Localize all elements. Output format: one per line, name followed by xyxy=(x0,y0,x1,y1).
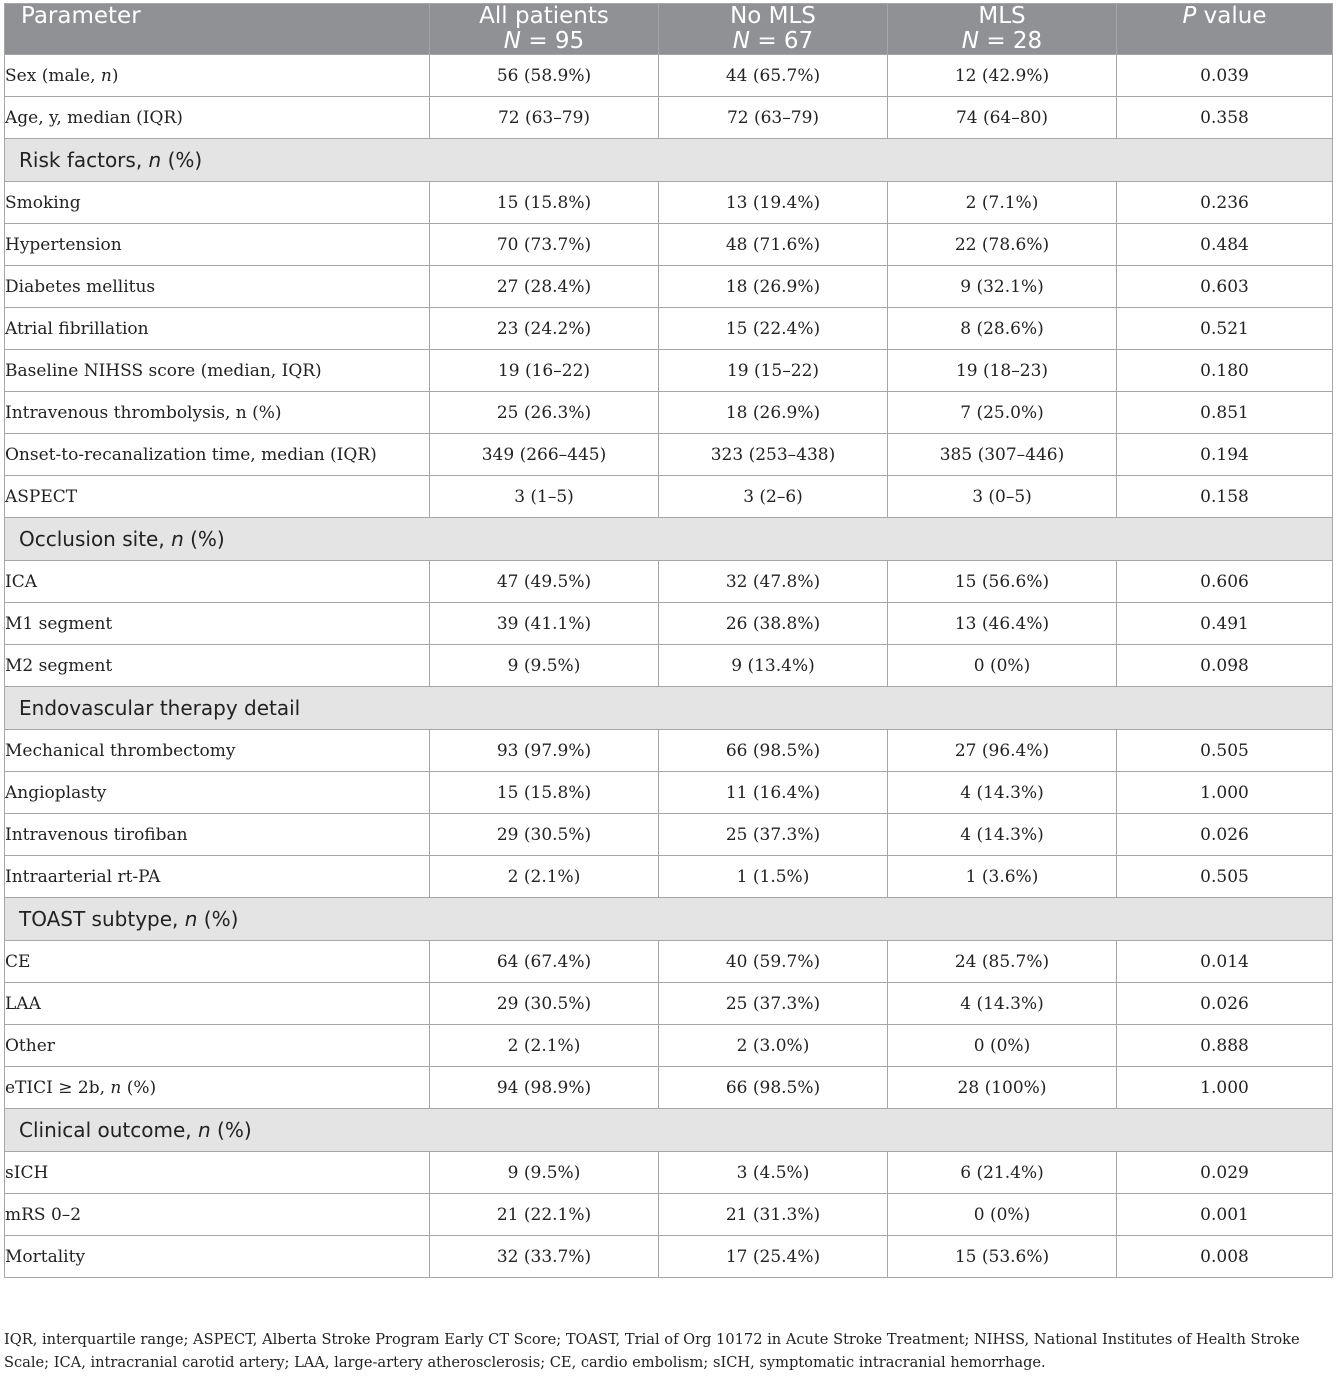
cell-all: 56 (58.9%) xyxy=(430,55,659,97)
cell-p-value: 0.039 xyxy=(1117,55,1333,97)
cell-p-value: 0.505 xyxy=(1117,730,1333,772)
table-row xyxy=(5,603,1333,645)
cell-mls: 9 (32.1%) xyxy=(888,266,1117,308)
cell-mls: 22 (78.6%) xyxy=(888,224,1117,266)
cell-no-mls: 17 (25.4%) xyxy=(659,1236,888,1278)
cell-mls: 8 (28.6%) xyxy=(888,308,1117,350)
cell-p-value: 0.358 xyxy=(1117,97,1333,139)
cell-mls: 4 (14.3%) xyxy=(888,814,1117,856)
cell-all: 27 (28.4%) xyxy=(430,266,659,308)
cell-no-mls: 3 (2–6) xyxy=(659,476,888,518)
cell-mls: 15 (53.6%) xyxy=(888,1236,1117,1278)
cell-p-value: 0.484 xyxy=(1117,224,1333,266)
row-label: Diabetes mellitus xyxy=(5,266,430,308)
table-row xyxy=(5,392,1333,434)
cell-p-value: 0.194 xyxy=(1117,434,1333,476)
cell-no-mls: 3 (4.5%) xyxy=(659,1152,888,1194)
cell-all: 3 (1–5) xyxy=(430,476,659,518)
row-label: ASPECT xyxy=(5,476,430,518)
header-mls-label: MLS xyxy=(978,3,1026,29)
row-label: LAA xyxy=(5,983,430,1025)
section-row xyxy=(5,1109,1333,1152)
cell-p-value: 0.521 xyxy=(1117,308,1333,350)
cell-p-value: 0.603 xyxy=(1117,266,1333,308)
row-label: Atrial fibrillation xyxy=(5,308,430,350)
row-label: M1 segment xyxy=(5,603,430,645)
row-label: Age, y, median (IQR) xyxy=(5,97,430,139)
table-row xyxy=(5,1025,1333,1067)
header-parameter: Parameter xyxy=(5,4,430,55)
cell-no-mls: 2 (3.0%) xyxy=(659,1025,888,1067)
row-label: Mortality xyxy=(5,1236,430,1278)
table-row xyxy=(5,561,1333,603)
cell-all: 2 (2.1%) xyxy=(430,1025,659,1067)
cell-all: 39 (41.1%) xyxy=(430,603,659,645)
header-mls-n: N = 28 xyxy=(961,28,1043,54)
header-all-patients xyxy=(430,4,659,55)
cell-all: 349 (266–445) xyxy=(430,434,659,476)
cell-no-mls: 40 (59.7%) xyxy=(659,941,888,983)
cell-mls: 27 (96.4%) xyxy=(888,730,1117,772)
cell-no-mls: 1 (1.5%) xyxy=(659,856,888,898)
header-all-label: All patients xyxy=(479,3,609,29)
row-label: Intravenous thrombolysis, n (%) xyxy=(5,392,430,434)
table-row xyxy=(5,97,1333,139)
row-label: Hypertension xyxy=(5,224,430,266)
cell-all: 23 (24.2%) xyxy=(430,308,659,350)
row-label: Onset-to-recanalization time, median (IQR) xyxy=(5,434,430,476)
section-risk-factors: Risk factors, n (%) xyxy=(5,139,1333,182)
cell-mls: 4 (14.3%) xyxy=(888,772,1117,814)
cell-all: 25 (26.3%) xyxy=(430,392,659,434)
table-footnote: IQR, interquartile range; ASPECT, Alberta Stroke Program Early CT Score; TOAST, Trial of Org 10172 in Acute Stroke Treatment; NIHSS, National Institutes of Health Stroke Scale; ICA, intracranial carotid artery; LAA, large-artery atherosclerosis; CE, cardio embolism; sICH, symptomatic intracranial hemorrhage. xyxy=(4,1331,1300,1371)
section-row xyxy=(5,518,1333,561)
table-row xyxy=(5,476,1333,518)
section-endovascular: Endovascular therapy detail xyxy=(5,687,1333,730)
cell-p-value: 0.505 xyxy=(1117,856,1333,898)
cell-no-mls: 32 (47.8%) xyxy=(659,561,888,603)
cell-mls: 15 (56.6%) xyxy=(888,561,1117,603)
row-label: Baseline NIHSS score (median, IQR) xyxy=(5,350,430,392)
section-toast-subtype: TOAST subtype, n (%) xyxy=(5,898,1333,941)
cell-no-mls: 66 (98.5%) xyxy=(659,730,888,772)
table-row xyxy=(5,1236,1333,1278)
header-row xyxy=(5,4,1333,55)
cell-p-value: 1.000 xyxy=(1117,1067,1333,1109)
cell-all: 64 (67.4%) xyxy=(430,941,659,983)
cell-p-value: 0.001 xyxy=(1117,1194,1333,1236)
cell-all: 9 (9.5%) xyxy=(430,1152,659,1194)
cell-mls: 19 (18–23) xyxy=(888,350,1117,392)
section-row xyxy=(5,898,1333,941)
cell-all: 72 (63–79) xyxy=(430,97,659,139)
header-nomls-label: No MLS xyxy=(730,3,816,29)
table-row xyxy=(5,772,1333,814)
cell-all: 94 (98.9%) xyxy=(430,1067,659,1109)
row-label: Intraarterial rt-PA xyxy=(5,856,430,898)
cell-mls: 6 (21.4%) xyxy=(888,1152,1117,1194)
row-label: Mechanical thrombectomy xyxy=(5,730,430,772)
section-row xyxy=(5,139,1333,182)
cell-p-value: 0.026 xyxy=(1117,983,1333,1025)
row-label: Smoking xyxy=(5,182,430,224)
table-row xyxy=(5,266,1333,308)
cell-mls: 0 (0%) xyxy=(888,1025,1117,1067)
table-row xyxy=(5,1194,1333,1236)
row-label: M2 segment xyxy=(5,645,430,687)
cell-p-value: 0.236 xyxy=(1117,182,1333,224)
cell-no-mls: 44 (65.7%) xyxy=(659,55,888,97)
cell-mls: 12 (42.9%) xyxy=(888,55,1117,97)
table-row xyxy=(5,1067,1333,1109)
row-label: eTICI ≥ 2b, n (%) xyxy=(5,1067,430,1109)
header-all-n: N = 95 xyxy=(503,28,585,54)
cell-all: 70 (73.7%) xyxy=(430,224,659,266)
row-label: sICH xyxy=(5,1152,430,1194)
cell-no-mls: 18 (26.9%) xyxy=(659,392,888,434)
table-container xyxy=(4,3,1332,1278)
row-label: CE xyxy=(5,941,430,983)
cell-all: 29 (30.5%) xyxy=(430,983,659,1025)
section-clinical-outcome: Clinical outcome, n (%) xyxy=(5,1109,1333,1152)
table-row xyxy=(5,224,1333,266)
cell-mls: 28 (100%) xyxy=(888,1067,1117,1109)
cell-mls: 385 (307–446) xyxy=(888,434,1117,476)
cell-mls: 4 (14.3%) xyxy=(888,983,1117,1025)
cell-p-value: 0.098 xyxy=(1117,645,1333,687)
cell-p-value: 0.851 xyxy=(1117,392,1333,434)
header-nomls-n: N = 67 xyxy=(732,28,814,54)
results-table xyxy=(4,3,1333,1278)
cell-p-value: 0.014 xyxy=(1117,941,1333,983)
cell-all: 2 (2.1%) xyxy=(430,856,659,898)
row-label: Other xyxy=(5,1025,430,1067)
cell-no-mls: 25 (37.3%) xyxy=(659,983,888,1025)
table-row xyxy=(5,645,1333,687)
table-row xyxy=(5,1152,1333,1194)
cell-mls: 74 (64–80) xyxy=(888,97,1117,139)
cell-p-value: 0.026 xyxy=(1117,814,1333,856)
cell-mls: 7 (25.0%) xyxy=(888,392,1117,434)
cell-no-mls: 11 (16.4%) xyxy=(659,772,888,814)
cell-no-mls: 9 (13.4%) xyxy=(659,645,888,687)
header-no-mls xyxy=(659,4,888,55)
cell-p-value: 0.888 xyxy=(1117,1025,1333,1067)
cell-all: 19 (16–22) xyxy=(430,350,659,392)
header-mls xyxy=(888,4,1117,55)
cell-no-mls: 25 (37.3%) xyxy=(659,814,888,856)
cell-no-mls: 13 (19.4%) xyxy=(659,182,888,224)
cell-p-value: 0.158 xyxy=(1117,476,1333,518)
cell-mls: 13 (46.4%) xyxy=(888,603,1117,645)
cell-p-value: 0.606 xyxy=(1117,561,1333,603)
cell-p-value: 0.008 xyxy=(1117,1236,1333,1278)
table-row xyxy=(5,182,1333,224)
cell-all: 47 (49.5%) xyxy=(430,561,659,603)
table-row xyxy=(5,941,1333,983)
cell-no-mls: 323 (253–438) xyxy=(659,434,888,476)
cell-all: 15 (15.8%) xyxy=(430,182,659,224)
table-row xyxy=(5,350,1333,392)
cell-no-mls: 15 (22.4%) xyxy=(659,308,888,350)
cell-no-mls: 18 (26.9%) xyxy=(659,266,888,308)
cell-mls: 0 (0%) xyxy=(888,645,1117,687)
cell-mls: 3 (0–5) xyxy=(888,476,1117,518)
cell-p-value: 1.000 xyxy=(1117,772,1333,814)
row-label: Angioplasty xyxy=(5,772,430,814)
cell-all: 32 (33.7%) xyxy=(430,1236,659,1278)
cell-mls: 1 (3.6%) xyxy=(888,856,1117,898)
cell-no-mls: 66 (98.5%) xyxy=(659,1067,888,1109)
cell-mls: 0 (0%) xyxy=(888,1194,1117,1236)
table-row xyxy=(5,814,1333,856)
cell-no-mls: 19 (15–22) xyxy=(659,350,888,392)
row-label: ICA xyxy=(5,561,430,603)
cell-p-value: 0.029 xyxy=(1117,1152,1333,1194)
cell-mls: 24 (85.7%) xyxy=(888,941,1117,983)
table-row xyxy=(5,730,1333,772)
cell-p-value: 0.180 xyxy=(1117,350,1333,392)
cell-no-mls: 48 (71.6%) xyxy=(659,224,888,266)
cell-no-mls: 72 (63–79) xyxy=(659,97,888,139)
cell-p-value: 0.491 xyxy=(1117,603,1333,645)
row-label: Sex (male, n) xyxy=(5,55,430,97)
header-p-value: P value xyxy=(1117,4,1333,55)
table-row xyxy=(5,856,1333,898)
cell-all: 21 (22.1%) xyxy=(430,1194,659,1236)
cell-mls: 2 (7.1%) xyxy=(888,182,1117,224)
cell-all: 93 (97.9%) xyxy=(430,730,659,772)
table-row xyxy=(5,434,1333,476)
section-row xyxy=(5,687,1333,730)
table-row xyxy=(5,55,1333,97)
cell-all: 15 (15.8%) xyxy=(430,772,659,814)
row-label: mRS 0–2 xyxy=(5,1194,430,1236)
table-row xyxy=(5,983,1333,1025)
cell-no-mls: 21 (31.3%) xyxy=(659,1194,888,1236)
cell-no-mls: 26 (38.8%) xyxy=(659,603,888,645)
table-row xyxy=(5,308,1333,350)
cell-all: 29 (30.5%) xyxy=(430,814,659,856)
row-label: Intravenous tirofiban xyxy=(5,814,430,856)
cell-all: 9 (9.5%) xyxy=(430,645,659,687)
section-occlusion-site: Occlusion site, n (%) xyxy=(5,518,1333,561)
